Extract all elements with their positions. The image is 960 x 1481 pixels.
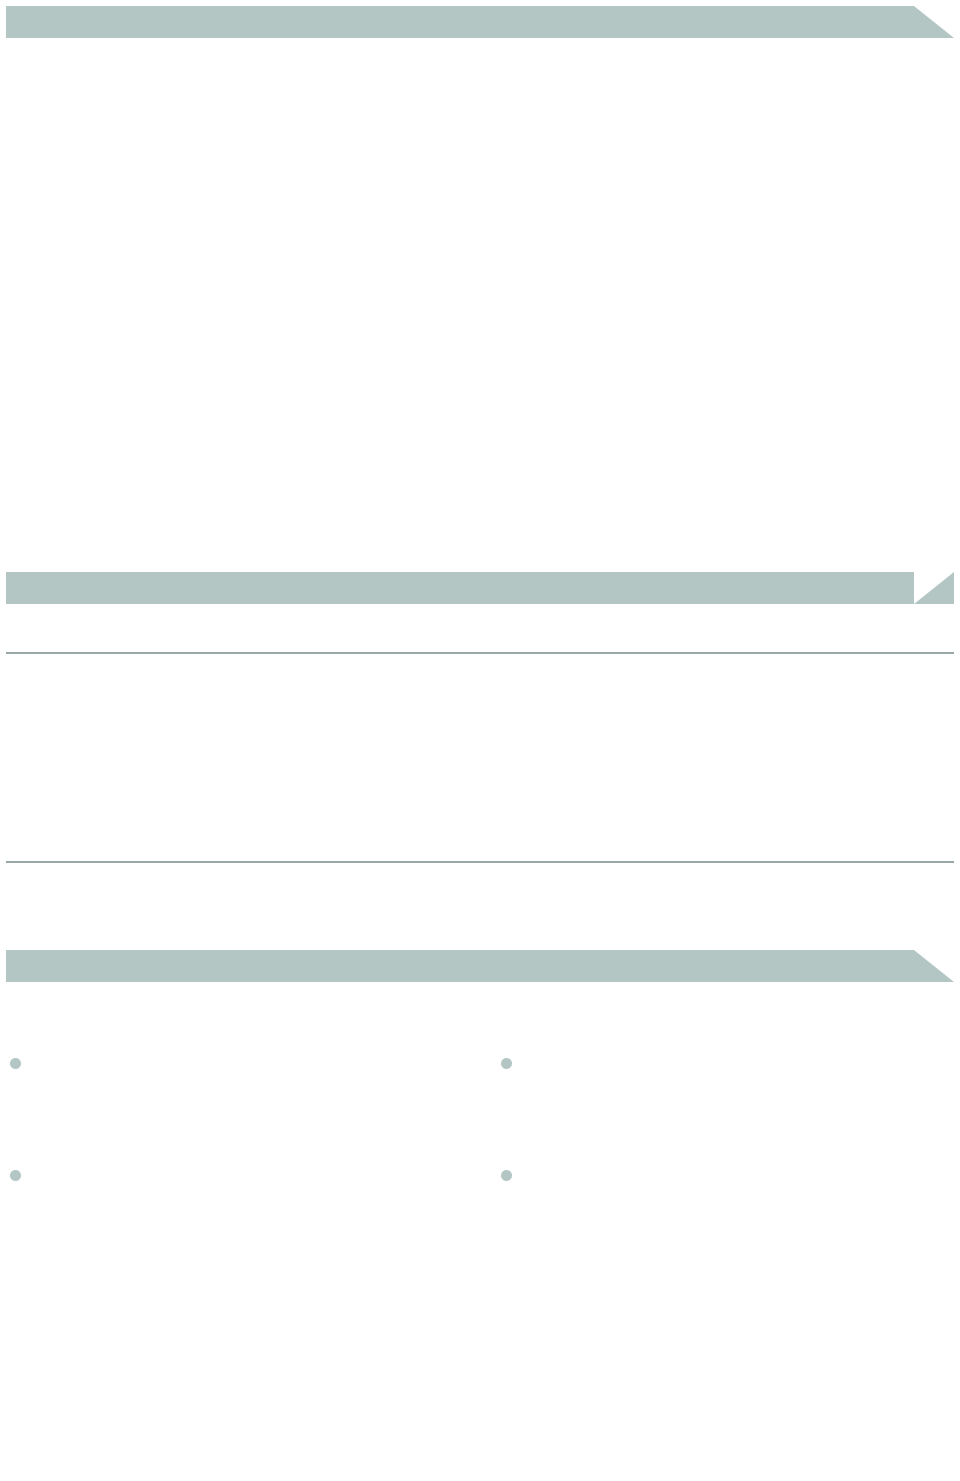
bullet-icon xyxy=(10,1170,21,1181)
bullet-icon xyxy=(501,1058,512,1069)
table-row xyxy=(6,746,954,768)
table-row xyxy=(6,812,954,834)
table-body xyxy=(6,654,954,863)
assignments-band xyxy=(6,950,954,982)
table-row xyxy=(6,768,954,790)
table-row xyxy=(6,835,954,857)
table-row xyxy=(6,790,954,812)
table-header xyxy=(6,608,954,654)
bullet-icon xyxy=(501,1170,512,1181)
table-row xyxy=(6,701,954,723)
result-bar-chart xyxy=(326,84,636,348)
orders-bar-chart xyxy=(642,84,952,348)
table-row xyxy=(6,657,954,679)
group-table xyxy=(6,608,954,863)
bullet-icon xyxy=(10,1058,21,1069)
group-band xyxy=(6,572,954,604)
table-row xyxy=(6,679,954,701)
sales-bar-chart xyxy=(0,84,310,348)
table-row xyxy=(6,724,954,746)
header-band xyxy=(6,6,954,38)
